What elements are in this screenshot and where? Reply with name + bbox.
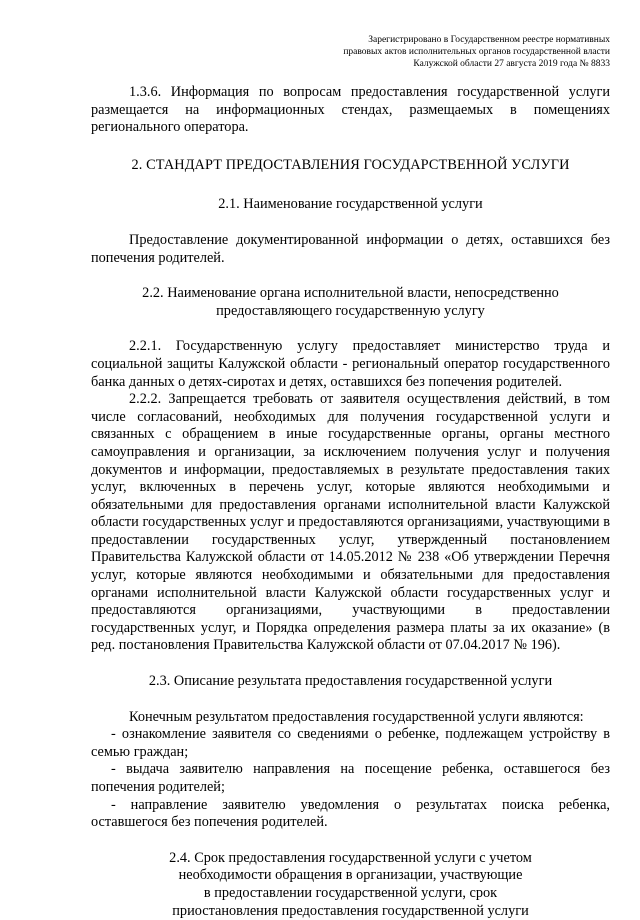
list-item: - направление заявителю уведомления о результатах поиска ребенка, оставшегося без попечения родителей.	[91, 796, 610, 831]
section-2-title: 2. СТАНДАРТ ПРЕДОСТАВЛЕНИЯ ГОСУДАРСТВЕННОЙ УСЛУГИ	[131, 156, 570, 173]
paragraph-2-1: Предоставление документированной информации о детях, оставшихся без попечения родителей.	[91, 231, 610, 266]
heading-2-4-line: приостановления предоставления государственной услуги	[172, 902, 529, 919]
heading-2-2-line: предоставляющего государственную услугу	[216, 302, 485, 319]
heading-2-3: 2.3. Описание результата предоставления государственной услуги	[148, 673, 553, 690]
paragraph-2-2-2: 2.2.2. Запрещается требовать от заявителя осуществления действий, в том числе согласований, необходимых для получения государственной услуги и связанных с обращением в иные государственные органы, органы местного самоуправления и организации, за исключением получения услуг и получения документов и информации, предоставляемых в результате предоставления таких услуг, включенных в перечень услуг, которые являются необходимыми и обязательными для предоставления органами исполнительной власти Калужской области государственных услуг и предоставляются организациями, участвующими в предоставлении государственных услуг, утвержденный постановлением Правительства Калужской области от 14.05.2012 № 238 «Об утверждении Перечня услуг, которые являются необходимыми и обязательными для предоставления органами исполнительной власти Калужской области государственных услуг и предоставляются организациями, участвующими в предоставлении государственных услуг, и Порядка определения размера платы за их оказание» (в ред. постановления Правительства Калужской области от 07.04.2017 № 196).	[91, 391, 610, 654]
heading-2-4-line: 2.4. Срок предоставления государственной услуги с учетом	[169, 849, 532, 866]
paragraph-2-3-intro: Конечным результатом предоставления государственной услуги являются:	[129, 708, 584, 725]
heading-2-4	[91, 850, 610, 920]
list-item: - выдача заявителю направления на посещение ребенка, оставшегося без попечения родителей;	[91, 761, 610, 795]
list-item: - ознакомление заявителя со сведениями о ребенке, подлежащем устройству в семью граждан;	[91, 726, 610, 760]
stamp-line: правовых актов исполнительных органов государственной власти	[343, 47, 610, 57]
heading-2-2	[91, 285, 610, 320]
heading-2-4-line: в предоставлении государственной услуги, срок	[203, 884, 498, 901]
heading-2-1: 2.1. Наименование государственной услуги	[218, 196, 483, 213]
document-body	[91, 84, 610, 920]
heading-2-4-line: необходимости обращения в организации, участвующие	[178, 867, 523, 884]
heading-2-2-line: 2.2. Наименование органа исполнительной власти, непосредственно	[142, 285, 559, 302]
paragraph-2-2-1: 2.2.1. Государственную услугу предоставляет министерство труда и социальной защиты Калужской области - региональный оператор государственного банка данных о детях-сиротах и детях, оставшихся без попечения родителей.	[91, 338, 610, 390]
stamp-line: Калужской области 27 августа 2019 года № 8833	[413, 59, 610, 69]
registration-stamp	[310, 34, 610, 70]
stamp-line: Зарегистрировано в Государственном реестре нормативных	[368, 35, 610, 45]
paragraph-1-3-6: 1.3.6. Информация по вопросам предоставления государственной услуги размещается на информационных стендах, размещаемых в помещениях регионального оператора.	[91, 84, 610, 136]
